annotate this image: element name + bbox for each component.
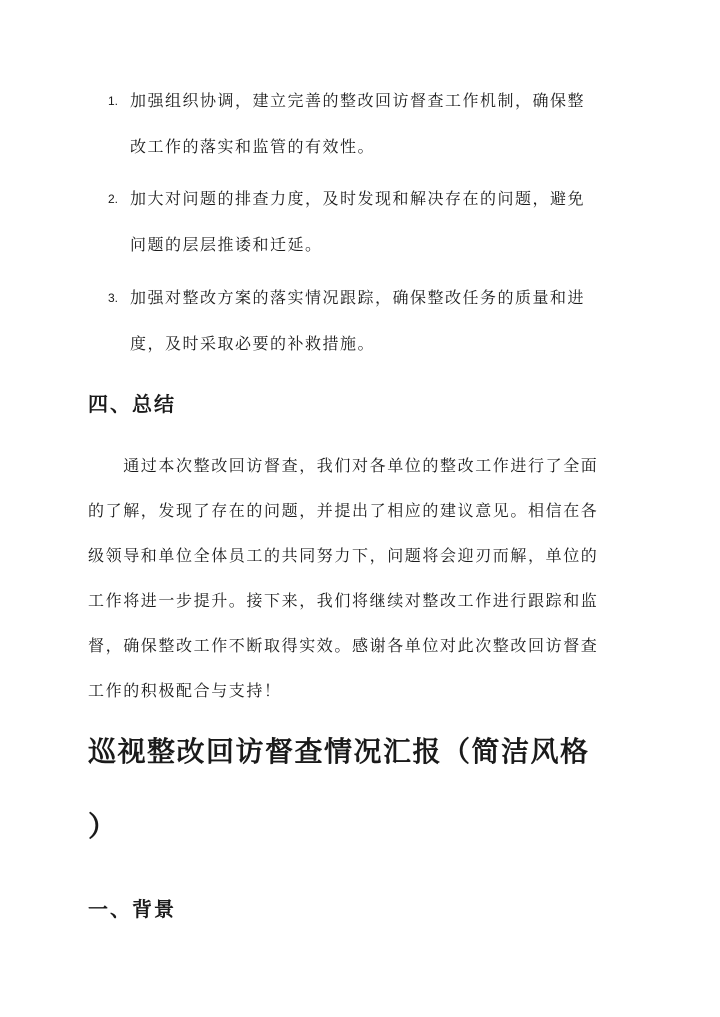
- paragraph-line: 工作将进一步提升。接下来，我们将继续对整改工作进行跟踪和监: [88, 591, 599, 610]
- document-title-line2: ）: [88, 810, 118, 843]
- list-number: 1.: [108, 94, 119, 108]
- list-item-1: [108, 78, 628, 170]
- list-text-line1: 加强组织协调，建立完善的整改回访督查工作机制，确保整: [130, 91, 586, 110]
- paragraph-line: 督，确保整改工作不断取得实效。感谢各单位对此次整改回访督查: [88, 636, 599, 655]
- document-title: [88, 728, 590, 851]
- list-text-line1: 加强对整改方案的落实情况跟踪，确保整改任务的质量和进: [130, 288, 586, 307]
- list-number: 2.: [108, 192, 119, 206]
- paragraph-line: 工作的积极配合与支持！: [88, 681, 282, 700]
- list-text-line1: 加大对问题的排查力度，及时发现和解决存在的问题，避免: [130, 189, 586, 208]
- list-text-line2: 问题的层层推诿和迁延。: [130, 235, 323, 254]
- section-heading-summary: 四、总结: [88, 392, 176, 416]
- paragraph-line: 的了解，发现了存在的问题，并提出了相应的建议意见。相信在各: [88, 501, 599, 520]
- summary-paragraph: [88, 443, 636, 713]
- list-item-3: [108, 275, 628, 367]
- section-heading-background: 一、背景: [88, 897, 176, 921]
- list-text-line2: 度，及时采取必要的补救措施。: [130, 334, 376, 353]
- list-item-2: [108, 176, 628, 268]
- list-text-line2: 改工作的落实和监管的有效性。: [130, 137, 376, 156]
- list-number: 3.: [108, 291, 119, 305]
- document-title-line1: 巡视整改回访督查情况汇报（简洁风格: [88, 735, 590, 768]
- paragraph-line: 通过本次整改回访督查，我们对各单位的整改工作进行了全面: [88, 456, 599, 475]
- paragraph-line: 级领导和单位全体员工的共同努力下，问题将会迎刃而解，单位的: [88, 546, 599, 565]
